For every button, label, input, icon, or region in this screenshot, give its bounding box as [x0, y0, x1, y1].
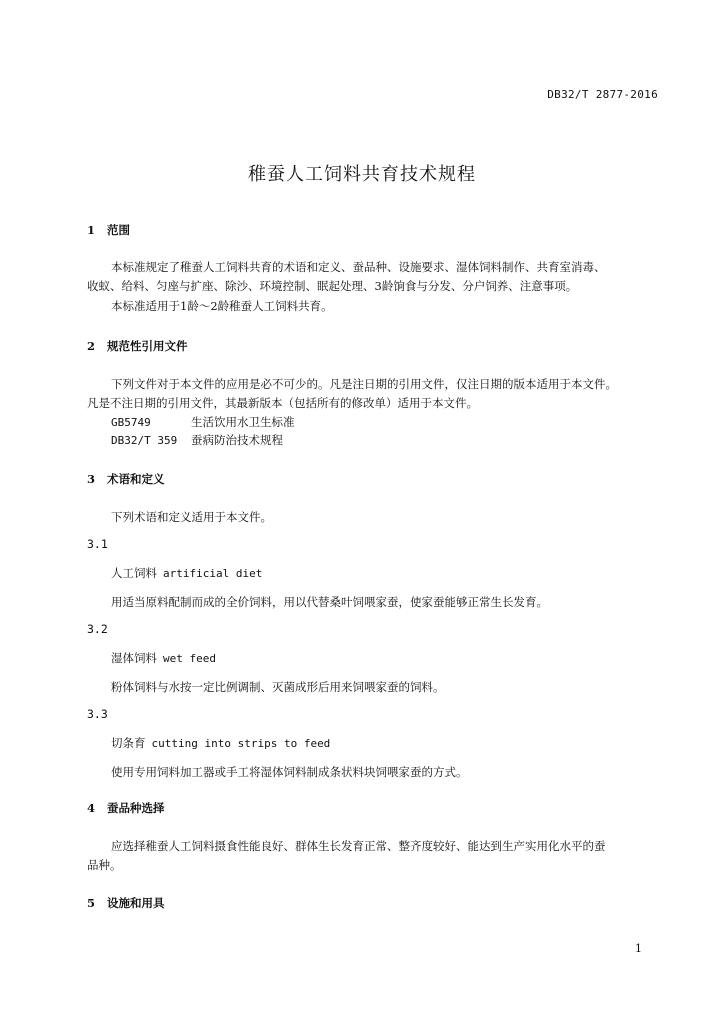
reference-name: 生活饮用水卫生标准 — [191, 415, 295, 429]
term-definition: 使用专用饲料加工器或手工将湿体饲料制成条状料块饲喂家蚕的方式。 — [111, 765, 468, 779]
document-code: DB32/T 2877-2016 — [547, 88, 658, 101]
paragraph-line: 下列术语和定义适用于本文件。 — [111, 510, 272, 524]
reference-code: GB5749 — [111, 416, 151, 429]
section-title: 术语和定义 — [107, 472, 165, 486]
term-english: cutting into strips to feed — [151, 737, 331, 750]
term-english: wet feed — [163, 652, 216, 665]
term-english: artificial diet — [163, 567, 263, 580]
page-number: 1 — [635, 942, 642, 955]
paragraph-line: 本标准适用于1龄～2龄稚蚕人工饲料共育。 — [111, 299, 333, 313]
section-number: 5 — [87, 896, 96, 910]
section-heading-variety-selection — [87, 800, 165, 816]
section-title: 设施和用具 — [107, 896, 165, 910]
subclause-number: 3.1 — [87, 537, 108, 551]
reference-name: 蚕病防治技术规程 — [191, 433, 283, 447]
reference-item — [111, 430, 283, 451]
paragraph-line: 应选择稚蚕人工饲料摄食性能良好、群体生长发育正常、整齐度较好、能达到生产实用化水平的蚕 — [111, 839, 606, 853]
section-title: 规范性引用文件 — [107, 339, 188, 353]
section-number: 2 — [87, 339, 96, 353]
section-title: 范围 — [107, 223, 130, 237]
paragraph-line: 品种。 — [87, 858, 122, 872]
section-heading-normative-references — [87, 338, 188, 354]
term-definition: 用适当原料配制而成的全价饲料，用以代替桑叶饲喂家蚕，使家蚕能够正常生长发育。 — [111, 595, 548, 609]
section-title: 蚕品种选择 — [107, 801, 165, 815]
term-entry — [111, 650, 216, 666]
document-title: 稚蚕人工饲料共育技术规程 — [248, 164, 476, 185]
term-chinese: 切条育 — [111, 736, 146, 750]
paragraph-line: 收蚁、给料、匀座与扩座、除沙、环境控制、眠起处理、3龄饷食与分发、分户饲养、注意事项。 — [87, 279, 578, 293]
reference-code: DB32/T 359 — [111, 434, 178, 447]
term-entry — [111, 735, 330, 751]
term-chinese: 湿体饲料 — [111, 651, 157, 665]
paragraph-line: 凡是不注日期的引用文件，其最新版本（包括所有的修改单）适用于本文件。 — [87, 396, 478, 410]
subclause-number: 3.2 — [87, 622, 108, 636]
section-heading-scope — [87, 222, 130, 238]
section-number: 1 — [87, 223, 96, 237]
section-heading-facilities-tools — [87, 895, 165, 911]
paragraph-line: 下列文件对于本文件的应用是必不可少的。凡是注日期的引用文件，仅注日期的版本适用于本文件。 — [111, 377, 617, 391]
section-heading-terms-definitions — [87, 471, 165, 487]
section-number: 4 — [87, 801, 96, 815]
subclause-number: 3.3 — [87, 707, 108, 721]
paragraph-line: 本标准规定了稚蚕人工饲料共育的术语和定义、蚕品种、设施要求、湿体饲料制作、共育室消毒、 — [111, 260, 606, 274]
term-entry — [111, 565, 262, 581]
section-number: 3 — [87, 472, 96, 486]
term-chinese: 人工饲料 — [111, 566, 157, 580]
term-definition: 粉体饲料与水按一定比例调制、灭菌成形后用来饲喂家蚕的饲料。 — [111, 680, 445, 694]
